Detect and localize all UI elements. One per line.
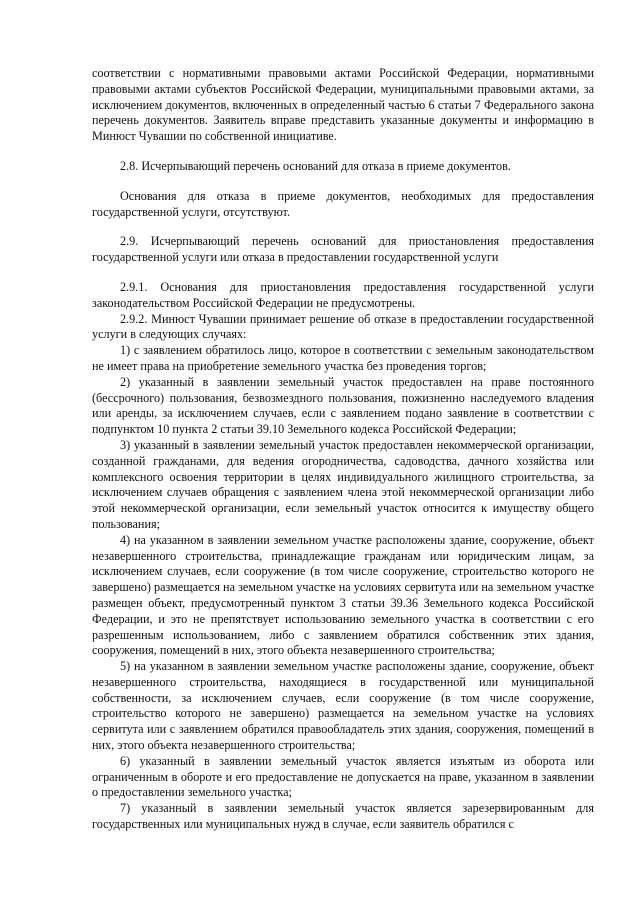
paragraph-no-grounds: Основания для отказа в приеме документов, необходимых для предоставления государственной услуги, отсутствуют. bbox=[92, 188, 594, 219]
section-heading-2-8: 2.8. Исчерпывающий перечень оснований для отказа в приеме документов. bbox=[120, 158, 511, 173]
paragraph-continuation: соответствии с нормативными правовыми актами Российской Федерации, нормативными правовыми актами субъектов Российской Федерации, муниципальными правовыми актами, за исключением документов, включенных в определенный частью 6 статьи 7 Федерального закона перечень документов. Заявитель вправе представить указанные документы и информацию в Минюст Чувашии по собственной инициативе. bbox=[92, 66, 594, 144]
list-item-1: 1) с заявлением обратилось лицо, которое в соответствии с земельным законодательством не имеет права на приобретение земельного участка без проведения торгов; bbox=[92, 343, 594, 373]
list-item-4: 4) на указанном в заявлении земельном участке расположены здание, сооружение, объект незавершенного строительства, принадлежащие гражданам или юридическим лицам, за исключением случаев, если сооружение (в том числе сооружение, строительство которого не завершено) размещается на земельном участке на условиях сервитута или на земельном участке размещен объект, предусмотренный пунктом 3 статьи 39.36 Земельного кодекса Российской Федерации, и это не препятствует использованию земельного участка в соответствии с его разрешенным использованием, либо с заявлением обратился собственник этих здания, сооружения, помещений в них, этого объекта незавершенного строительства; bbox=[92, 532, 594, 658]
section-heading-2-9: 2.9. Исчерпывающий перечень оснований для приостановления предоставления государственной услуги или отказа в предоставлении государственной услуги bbox=[92, 234, 594, 265]
list-item-3: 3) указанный в заявлении земельный участок предоставлен некоммерческой организации, созданной гражданами, для ведения огородничества, садоводства, дачного хозяйства или комплексного освоения территории в целях индивидуального жилищного строительства, за исключением случаев обращения с заявлением члена этой некоммерческой организации либо этой некоммерческой организации, если земельный участок относится к имуществу общего пользования; bbox=[92, 437, 594, 531]
list-item-7: 7) указанный в заявлении земельный участок является зарезервированным для государственных или муниципальных нужд в случае, если заявитель обратился с bbox=[92, 801, 594, 832]
list-item-5: 5) на указанном в заявлении земельном участке расположены здание, сооружение, объект незавершенного строительства, находящиеся в государственной или муниципальной собственности, за исключением случаев, если сооружение (в том числе сооружение, строительство которого не завершено) размещается на земельном участке на условиях сервитута или с заявлением обратился правообладатель этих здания, сооружения, помещений в них, этого объекта незавершенного строительства; bbox=[92, 659, 594, 753]
paragraph-2-9-1: 2.9.1. Основания для приостановления предоставления государственной услуги законодательством Российской Федерации не предусмотрены. bbox=[92, 279, 594, 310]
paragraph-2-9-2: 2.9.2. Минюст Чувашии принимает решение об отказе в предоставлении государственной услуги в следующих случаях: bbox=[92, 311, 594, 342]
list-item-6: 6) указанный в заявлении земельный участок является изъятым из оборота или ограниченным в обороте и его предоставление не допускается на праве, указанном в заявлении о предоставлении земельного участка; bbox=[92, 753, 594, 800]
document-page bbox=[92, 66, 594, 833]
list-item-2: 2) указанный в заявлении земельный участок предоставлен на праве постоянного (бессрочного) пользования, безвозмездного пользования, пожизненно наследуемого владения или аренды, за исключением случаев, если с заявлением подано заявление в соответствии с подпунктом 10 пункта 2 статьи 39.10 Земельного кодекса Российской Федерации; bbox=[92, 374, 594, 437]
